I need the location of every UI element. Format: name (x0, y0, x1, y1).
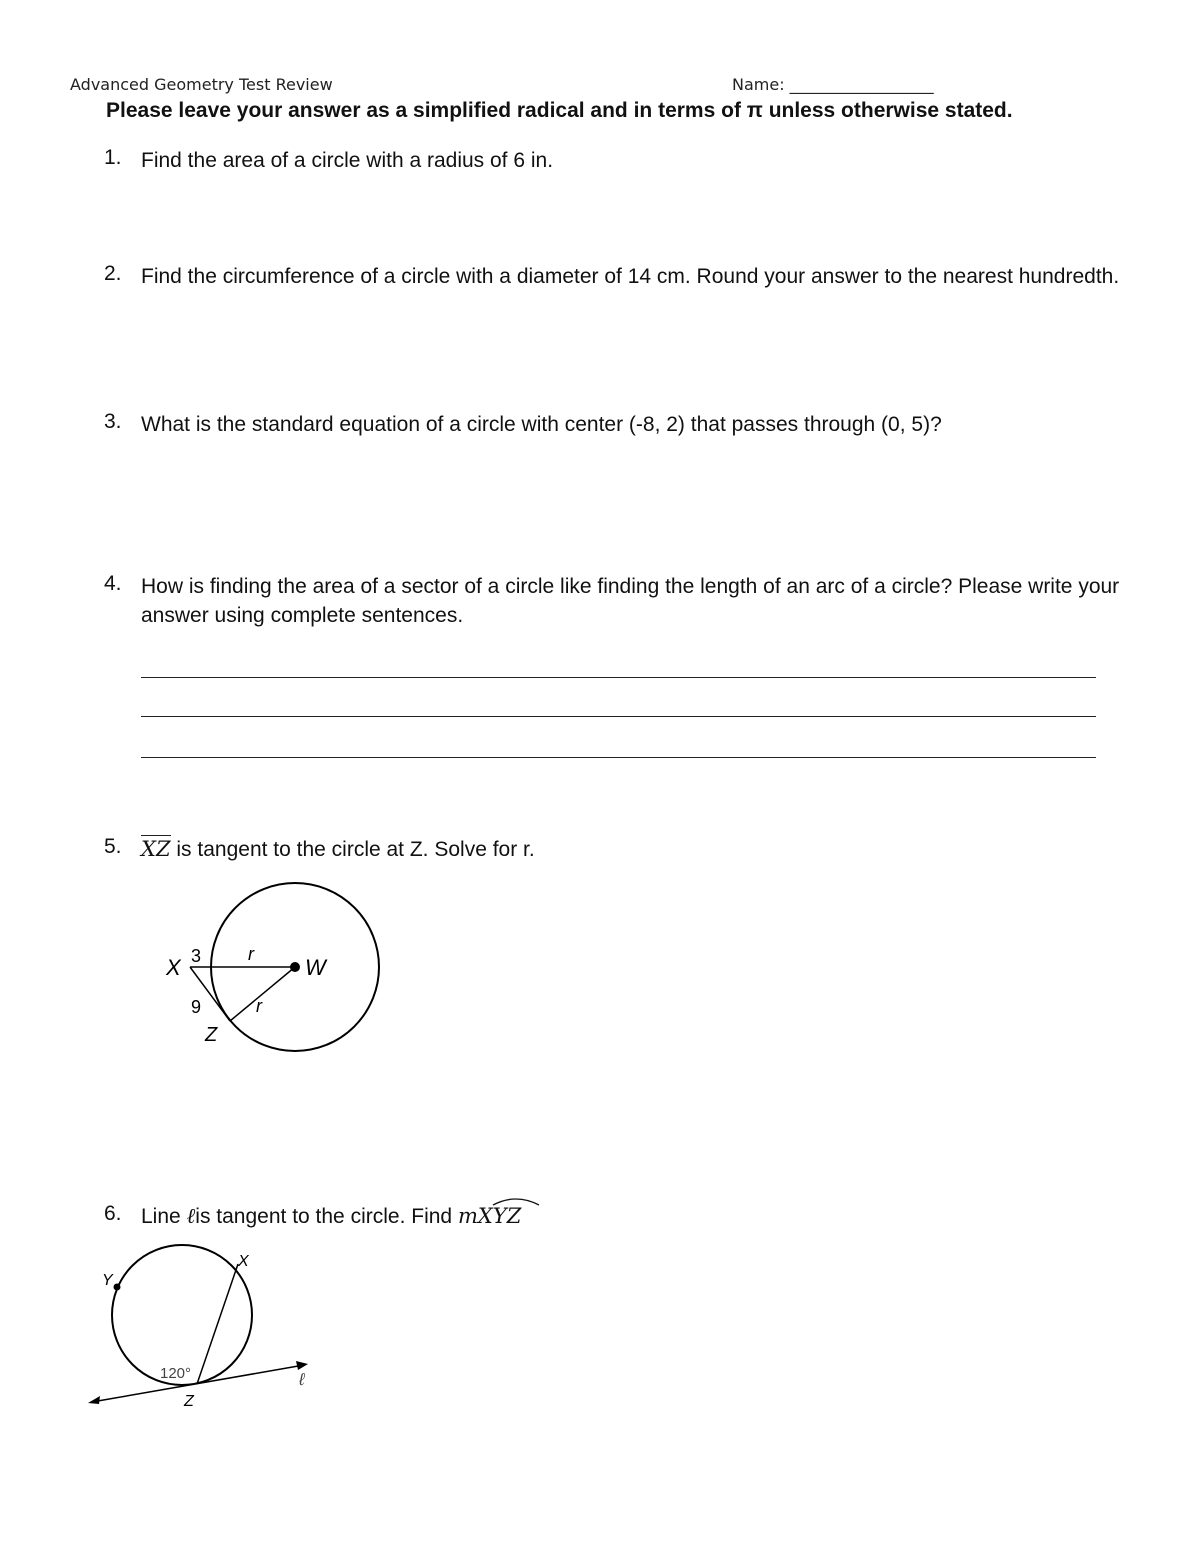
arc-label (478, 1202, 521, 1231)
figure-5-diagram (150, 875, 400, 1065)
answer-line-1[interactable] (141, 677, 1096, 678)
figure-6-diagram (80, 1240, 330, 1420)
center-point-w (290, 962, 300, 972)
question-4-number: 4. (104, 572, 122, 595)
question-6-text (141, 1202, 1141, 1231)
question-1-text: Find the area of a circle with a radius of 6 in. (141, 149, 554, 172)
label-x: X (166, 955, 181, 980)
label-z6: Z (184, 1393, 194, 1410)
chord-zx (197, 1264, 238, 1384)
arrowhead-right (296, 1361, 308, 1370)
question-6-number: 6. (104, 1202, 122, 1225)
instructions: Please leave your answer as a simplified radical and in terms of π unless otherwise stated. (106, 99, 1013, 122)
question-5-body: is tangent to the circle at Z. Solve for r. (176, 838, 535, 861)
question-3-text: What is the standard equation of a circle with center (-8, 2) that passes through (0, 5)? (141, 413, 942, 436)
label-z: Z (205, 1024, 218, 1046)
question-5-number: 5. (104, 835, 122, 858)
question-3-number: 3. (104, 410, 122, 433)
question-2-text: Find the circumference of a circle with a diameter of 14 cm. Round your answer to the nearest hundredth. (141, 265, 1120, 288)
arc-xyz: XYZ (477, 1204, 522, 1228)
arc-symbol (492, 1196, 540, 1206)
line-symbol: ℓ (186, 1204, 196, 1228)
answer-line-3[interactable] (141, 757, 1096, 758)
question-1-number: 1. (104, 146, 122, 169)
question-6-text-before: Line (141, 1205, 181, 1228)
name-field-label: Name: __________________ (732, 75, 934, 94)
label-y6: Y (102, 1272, 113, 1289)
question-4-text: How is finding the area of a sector of a circle like finding the length of an arc of a circle? Please write your answer using complete sentences. (141, 575, 1120, 627)
label-9: 9 (191, 997, 202, 1017)
arrowhead-left (88, 1396, 100, 1404)
label-line: ℓ (299, 1370, 305, 1389)
label-x6: X (238, 1253, 249, 1270)
point-y (114, 1284, 121, 1291)
question-6-text-after: is tangent to the circle. Find (195, 1205, 453, 1228)
label-r-top: r (248, 944, 254, 964)
label-3: 3 (191, 946, 202, 966)
label-w: W (305, 955, 326, 980)
question-2-number: 2. (104, 262, 122, 285)
header-title: Advanced Geometry Test Review (70, 75, 333, 94)
circle-6 (112, 1245, 252, 1385)
label-r-bottom: r (256, 996, 262, 1016)
segment-zw (230, 967, 295, 1021)
segment-xz: XZ (141, 837, 171, 861)
question-5-text (141, 835, 1141, 864)
measure-m: m (457, 1204, 478, 1228)
label-angle: 120° (160, 1365, 192, 1382)
tangent-line (92, 1365, 304, 1402)
answer-line-2[interactable] (141, 716, 1096, 717)
